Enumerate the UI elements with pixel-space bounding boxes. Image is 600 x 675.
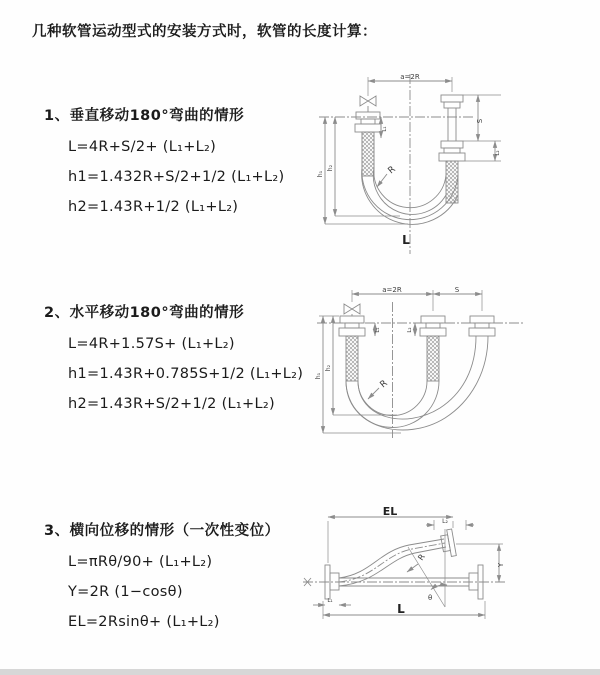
angle-label: θ bbox=[428, 594, 433, 602]
dim-label-l1: L₁ bbox=[382, 126, 388, 132]
formula-h1: h1=1.432R+S/2+1/2 (L₁+L₂) bbox=[68, 169, 285, 185]
dim-label-y: Y bbox=[497, 562, 505, 568]
dim-label-l2: L₂ bbox=[407, 327, 413, 333]
dim-label-h2: h₂ bbox=[325, 364, 332, 372]
dim-label-el: EL bbox=[382, 505, 398, 518]
dim-label-l2: L₂ bbox=[442, 518, 448, 525]
braid-section bbox=[427, 336, 439, 381]
braid-section bbox=[446, 161, 458, 203]
diagram-horizontal-movement bbox=[305, 278, 600, 453]
formula-L: L=4R+1.57S+ (L₁+L₂) bbox=[68, 336, 235, 352]
left-fitting bbox=[355, 112, 381, 132]
formula-h2: h2=1.43R+1/2 (L₁+L₂) bbox=[68, 199, 239, 215]
section-2-heading: 2、水平移动180°弯曲的情形 bbox=[44, 305, 245, 321]
section-lateral-displacement bbox=[44, 519, 280, 630]
dim-label-h1: h₁ bbox=[315, 372, 322, 380]
formula-EL: EL=2Rsinθ+ (L₁+L₂) bbox=[68, 614, 220, 630]
section-vertical-movement bbox=[44, 104, 284, 215]
dim-label-a2r: a=2R bbox=[400, 73, 420, 81]
dim-label-l1: L₁ bbox=[375, 327, 381, 333]
hose-curves bbox=[346, 336, 488, 430]
formula-Y: Y=2R (1−cosθ) bbox=[68, 584, 183, 600]
upper-flange bbox=[440, 529, 457, 558]
formula-h1: h1=1.43R+0.785S+1/2 (L₁+L₂) bbox=[68, 366, 304, 382]
right-fitting-lower bbox=[439, 141, 465, 161]
diagram-lateral-displacement bbox=[295, 503, 600, 648]
dim-label-s: S bbox=[476, 118, 484, 124]
page-bottom-edge bbox=[0, 669, 600, 675]
valve-icon bbox=[360, 96, 376, 112]
dim-label-s: S bbox=[454, 286, 460, 294]
formula-h2: h2=1.43R+S/2+1/2 (L₁+L₂) bbox=[68, 396, 275, 412]
radius-arrow bbox=[368, 388, 379, 399]
dim-label-h2: h₂ bbox=[327, 164, 334, 172]
dim-label-a2r: a=2R bbox=[382, 286, 402, 294]
left-fitting bbox=[339, 316, 365, 336]
dim-label-l: L bbox=[397, 602, 405, 616]
dim-label-l2: L₂ bbox=[495, 150, 501, 156]
section-horizontal-movement bbox=[44, 301, 303, 412]
formula-L: L=πRθ/90+ (L₁+L₂) bbox=[68, 554, 213, 570]
radius-arrow bbox=[377, 174, 387, 187]
dim-label-l1: L₁ bbox=[327, 598, 333, 604]
length-label: L bbox=[402, 233, 410, 247]
valve-icon bbox=[344, 304, 360, 316]
braid-section bbox=[346, 336, 358, 381]
radius-arrow bbox=[407, 564, 418, 572]
radius-label: R bbox=[378, 378, 390, 391]
middle-fitting bbox=[420, 316, 446, 336]
right-fitting bbox=[469, 316, 495, 336]
formula-L: L=4R+S/2+ (L₁+L₂) bbox=[68, 139, 217, 155]
section-1-heading: 1、垂直移动180°弯曲的情形 bbox=[44, 108, 245, 124]
page-title: 几种软管运动型式的安装方式时，软管的长度计算： bbox=[32, 24, 377, 40]
diagram-vertical-movement bbox=[305, 68, 600, 258]
hose-displaced bbox=[339, 539, 446, 586]
radius-label: R bbox=[386, 164, 398, 177]
section-3-heading: 3、横向位移的情形（一次性变位） bbox=[44, 523, 280, 539]
braid-section bbox=[362, 132, 374, 176]
dim-label-h1: h₁ bbox=[317, 170, 324, 178]
radius-label: R bbox=[416, 552, 427, 563]
right-fitting-upper bbox=[441, 95, 463, 141]
